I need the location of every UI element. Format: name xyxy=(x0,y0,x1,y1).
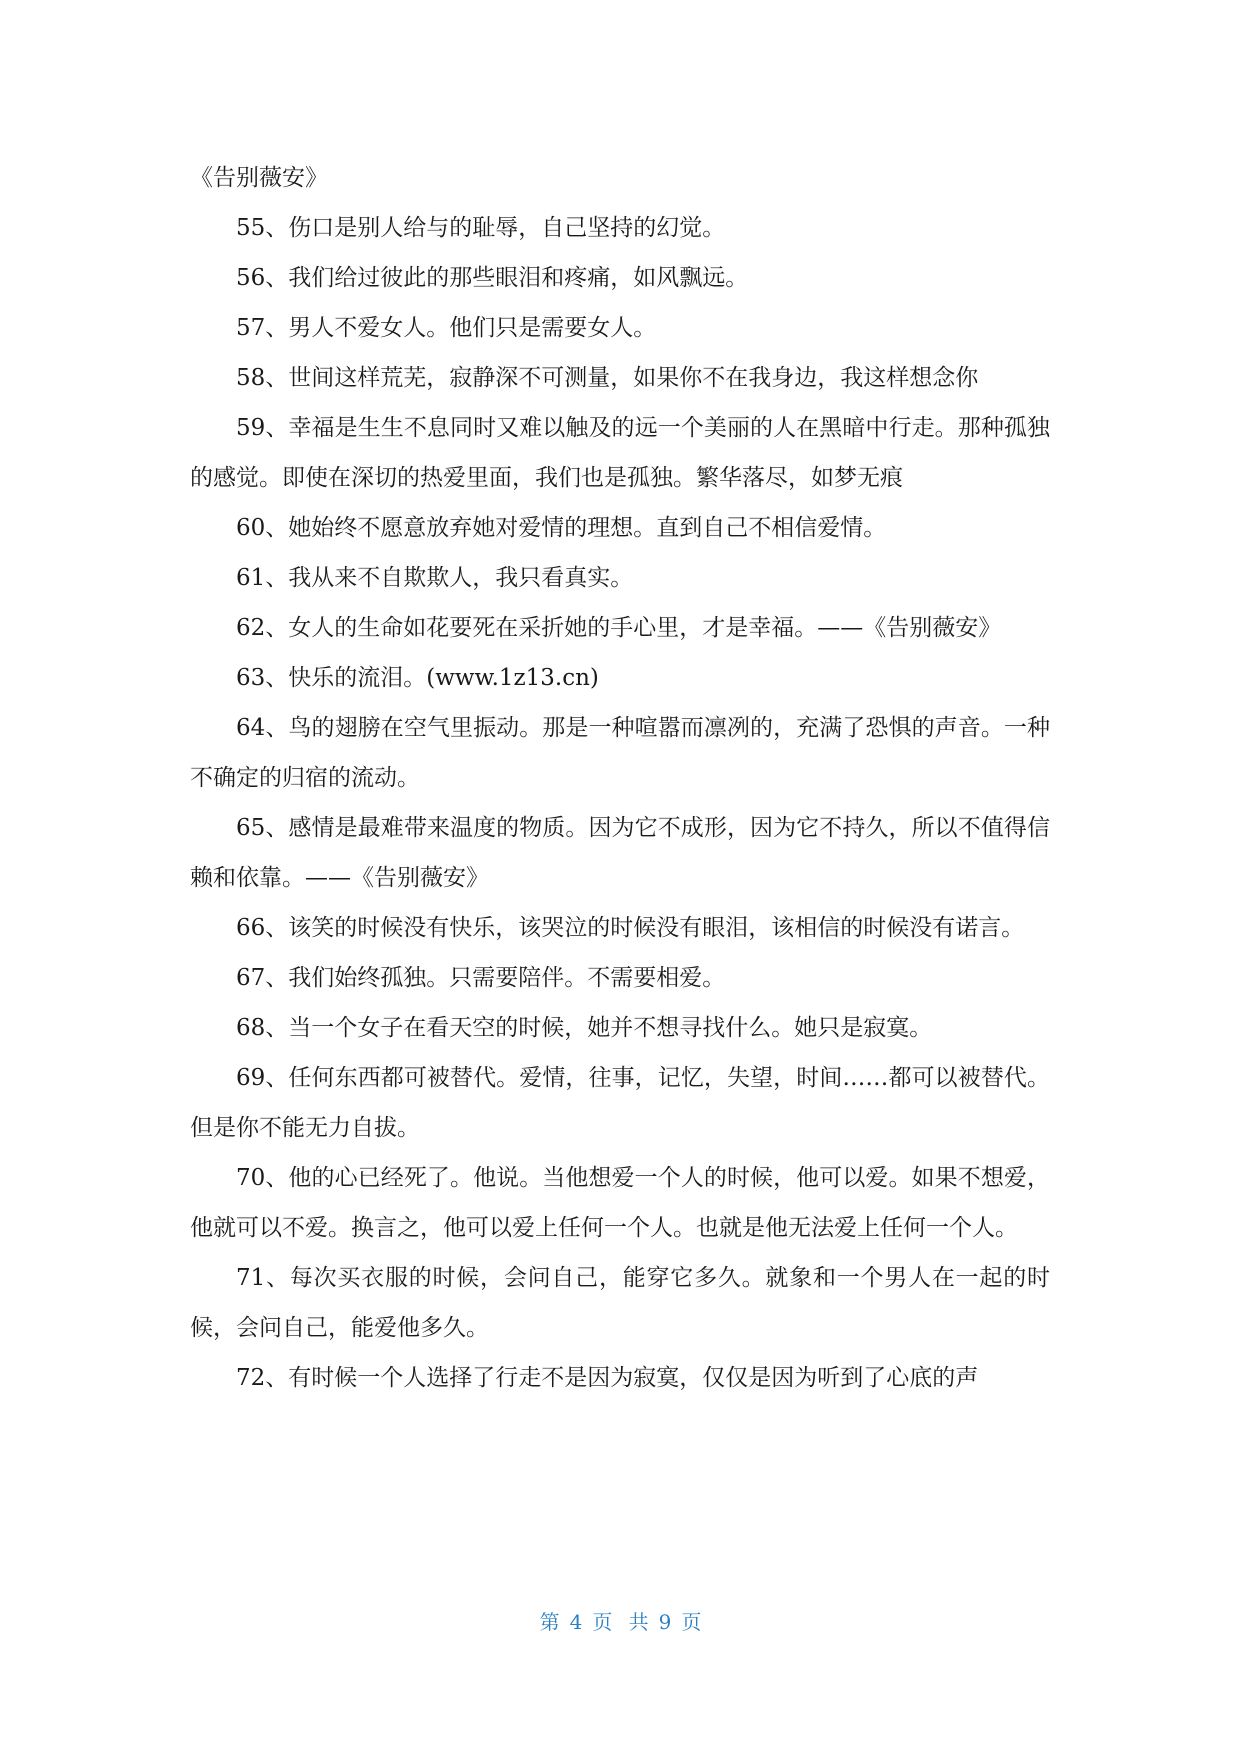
footer-current-page: 4 xyxy=(569,1610,583,1634)
paragraph: 《告别薇安》 xyxy=(190,165,328,191)
footer-label-of: 页 共 xyxy=(592,1610,649,1634)
paragraph: 57、男人不爱女人。他们只是需要女人。 xyxy=(236,315,657,341)
footer-label-page: 第 xyxy=(539,1610,560,1634)
paragraph: 72、有时候一个人选择了行走不是因为寂寞，仅仅是因为听到了心底的声 xyxy=(236,1365,979,1391)
paragraph: 67、我们始终孤独。只需要陪伴。不需要相爱。 xyxy=(236,965,726,991)
paragraph: 58、世间这样荒芜，寂静深不可测量，如果你不在我身边，我这样想念你 xyxy=(236,365,979,391)
paragraph: 68、当一个女子在看天空的时候，她并不想寻找什么。她只是寂寞。 xyxy=(236,1015,933,1041)
document-body xyxy=(190,153,1050,1403)
paragraph: 70、他的心已经死了。他说。当他想爱一个人的时候，他可以爱。如果不想爱，他就可以不爱。换言之，他可以爱上任何一个人。也就是他无法爱上任何一个人。 xyxy=(190,1165,1050,1241)
paragraph: 69、任何东西都可被替代。爱情，往事，记忆，失望，时间……都可以被替代。但是你不能无力自拔。 xyxy=(190,1065,1050,1141)
page-footer xyxy=(0,1606,1241,1635)
paragraph: 65、感情是最难带来温度的物质。因为它不成形，因为它不持久，所以不值得信赖和依靠。——《告别薇安》 xyxy=(190,815,1050,891)
paragraph: 60、她始终不愿意放弃她对爱情的理想。直到自己不相信爱情。 xyxy=(236,515,887,541)
footer-label-end: 页 xyxy=(681,1610,702,1634)
paragraph: 55、伤口是别人给与的耻辱，自己坚持的幻觉。 xyxy=(236,215,726,241)
footer-total-pages: 9 xyxy=(658,1610,672,1634)
paragraph: 71、每次买衣服的时候，会问自己，能穿它多久。就象和一个男人在一起的时候，会问自己，能爱他多久。 xyxy=(190,1265,1050,1341)
paragraph: 66、该笑的时候没有快乐，该哭泣的时候没有眼泪，该相信的时候没有诺言。 xyxy=(236,915,1025,941)
paragraph: 62、女人的生命如花要死在采折她的手心里，才是幸福。——《告别薇安》 xyxy=(236,615,1002,641)
paragraph: 56、我们给过彼此的那些眼泪和疼痛，如风飘远。 xyxy=(236,265,749,291)
paragraph: 61、我从来不自欺欺人，我只看真实。 xyxy=(236,565,634,591)
paragraph: 64、鸟的翅膀在空气里振动。那是一种喧嚣而凛冽的，充满了恐惧的声音。一种不确定的归宿的流动。 xyxy=(190,715,1050,791)
paragraph: 59、幸福是生生不息同时又难以触及的远一个美丽的人在黑暗中行走。那种孤独的感觉。即使在深切的热爱里面，我们也是孤独。繁华落尽，如梦无痕 xyxy=(190,415,1050,491)
paragraph: 63、快乐的流泪。(www.1z13.cn) xyxy=(236,665,599,691)
